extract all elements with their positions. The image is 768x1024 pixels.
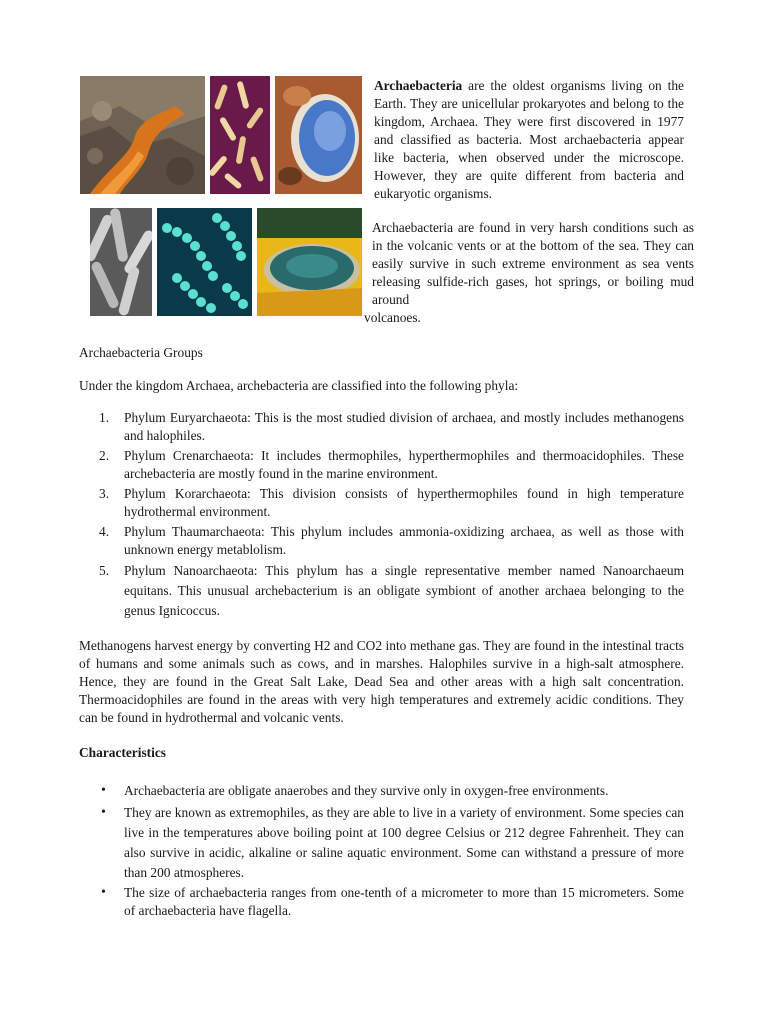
image-bead-chains [157, 208, 252, 316]
bullet-icon: • [101, 805, 106, 820]
image-rod-bacteria-purple [210, 76, 270, 194]
intro-term: Archaebacteria [374, 78, 463, 93]
groups-heading: Archaebacteria Groups [79, 345, 203, 360]
list-item: 4. Phylum Thaumarchaeota: This phylum includes ammonia-oxidizing archaea, as well as those with unknown energy metablolism. [99, 524, 684, 557]
list-item: • The size of archaebacteria ranges from one-tenth of a micrometer to more than 15 micrometers. Some of archaebacteria have flagella. [101, 885, 684, 918]
intro-paragraph-2 [362, 219, 694, 309]
image-sem-rods [90, 208, 152, 316]
list-item: • They are known as extremophiles, as they are able to live in a variety of environment. Some species can live in the temperatures above boiling point at 100 degree Celsius or 212 degree Fahrenheit. They can also survive in acidic, alkaline or saline aquatic environment. Some can withstand a pressure of more than 200 atmospheres. [101, 805, 684, 880]
list-item: 1. Phylum Euryarchaeota: This is the most studied division of archaea, and mostly includes methanogens and halophiles. [99, 410, 684, 443]
intro-paragraph-2-tail: volcanoes. [364, 310, 421, 325]
intro-paragraph-1 [374, 77, 684, 203]
list-item: • Archaebacteria are obligate anaerobes and they survive only in oxygen-free environments. [101, 783, 609, 798]
methanogens-paragraph: Methanogens harvest energy by converting H2 and CO2 into methane gas. They are found in the intestinal tracts of humans and some animals such as cows, and in marshes. Halophiles survive in a high-salt atmosphere. Hence, they are found in the Great Salt Lake, Dead Sea and other areas with a high salt concentration. Thermoacidophiles are found in the areas with very high temperatures and extremely acidic conditions. They can be found in hydrothermal and volcanic vents. [79, 638, 684, 725]
characteristics-list [79, 782, 684, 920]
list-item: 5. Phylum Nanoarchaeota: This phylum has a single representative member named Nanoarchaeum equitans. This unusual archebacterium is an obligate symbiont of another archaea belonging to the genus Ignicoccus. [99, 563, 684, 618]
characteristics-heading: Characteristics [79, 745, 167, 760]
image-hot-spring [257, 208, 362, 316]
bullet-icon: • [101, 783, 106, 798]
image-volcanic-stream [80, 76, 205, 194]
groups-lead: Under the kingdom Archaea, archebacteria are classified into the following phyla: [79, 378, 519, 393]
bullet-icon: • [101, 885, 106, 900]
intro-text-1: are the oldest organisms living on the Earth. They are unicellular prokaryotes and belong to the kingdom, Archaea. They were first discovered in 1977 and classified as bacteria. Most archaebacteria appear like bacteria, when observed under the microscope. However, they are quite different from bacteria and eukaryotic organisms. [374, 78, 684, 201]
phyla-list [79, 409, 684, 622]
intro-text-2: Archaebacteria are found in very harsh conditions such as in the volcanic vents or at the bottom of the sea. They can easily survive in such extreme environment as sea vents releasing sulfide-rich gases, hot springs, or boiling mud around [372, 220, 694, 307]
list-item: 2. Phylum Crenarchaeota: It includes thermophiles, hyperthermophiles and thermoacidophiles. These archebacteria are mostly found in the marine environment. [99, 448, 684, 481]
image-cell-blue [275, 76, 362, 194]
list-item: 3. Phylum Korarchaeota: This division consists of hyperthermophiles found in high temperature hydrothermal environment. [99, 486, 684, 519]
